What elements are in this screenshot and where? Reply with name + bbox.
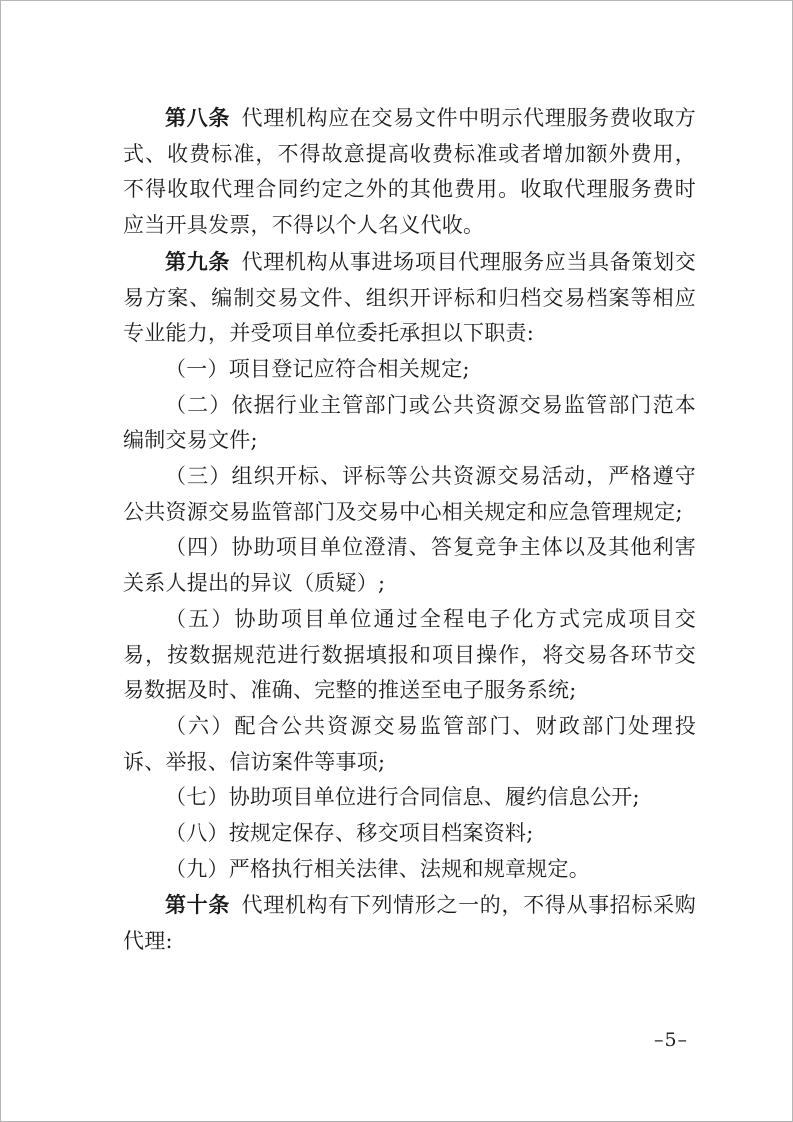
item-4-text: （四）协助项目单位澄清、答复竞争主体以及其他利害关系人提出的异议（质疑）; (123, 535, 696, 596)
article-9-text: 代理机构从事进场项目代理服务应当具备策划交易方案、编制交易文件、组织开评标和归档交易档案等相应专业能力，并受项目单位委托承担以下职责: (123, 249, 696, 346)
item-9-text: （九）严格执行相关法律、法规和规章规定。 (165, 856, 590, 881)
article-10-number: 第十条 (165, 892, 230, 918)
item-1-text: （一）项目登记应符合相关规定; (165, 356, 470, 381)
paragraph-article-9 (123, 244, 696, 352)
paragraph-item-8 (123, 816, 696, 852)
item-5-text: （五）协助项目单位通过全程电子化方式完成项目交易，按数据规范进行数据填报和项目操作，将交易各环节交易数据及时、准确、完整的推送至电子服务系统; (123, 606, 696, 703)
article-8-text: 代理机构应在交易文件中明示代理服务费收取方式、收费标准，不得故意提高收费标准或者增加额外费用，不得收取代理合同约定之外的其他费用。收取代理服务费时应当开具发票，不得以个人名义代收。 (123, 106, 696, 238)
item-2-text: （二）依据行业主管部门或公共资源交易监管部门范本编制交易文件; (123, 392, 696, 453)
paragraph-item-4 (123, 530, 696, 601)
article-9-number: 第九条 (165, 248, 230, 274)
paragraph-item-3 (123, 459, 696, 530)
item-3-text: （三）组织开标、评标等公共资源交易活动，严格遵守公共资源交易监管部门及交易中心相关规定和应急管理规定; (123, 464, 696, 524)
article-10-text: 代理机构有下列情形之一的，不得从事招标采购代理: (123, 893, 696, 954)
page-number: –5– (653, 1029, 689, 1051)
item-8-text: （八）按规定保存、移交项目档案资料; (165, 821, 534, 846)
paragraph-item-6 (123, 709, 696, 780)
paragraph-article-10 (123, 887, 696, 959)
paragraph-item-7 (123, 780, 696, 816)
item-6-text: （六）配合公共资源交易监管部门、财政部门处理投诉、举报、信访案件等事项; (123, 713, 696, 774)
item-7-text: （七）协助项目单位进行合同信息、履约信息公开; (165, 785, 640, 810)
paragraph-item-2 (123, 388, 696, 459)
paragraph-item-5 (123, 602, 696, 709)
document-body (123, 100, 696, 960)
paragraph-item-9 (123, 852, 696, 888)
paragraph-item-1 (123, 352, 696, 388)
paragraph-article-8 (123, 100, 696, 244)
article-8-number: 第八条 (165, 105, 230, 130)
